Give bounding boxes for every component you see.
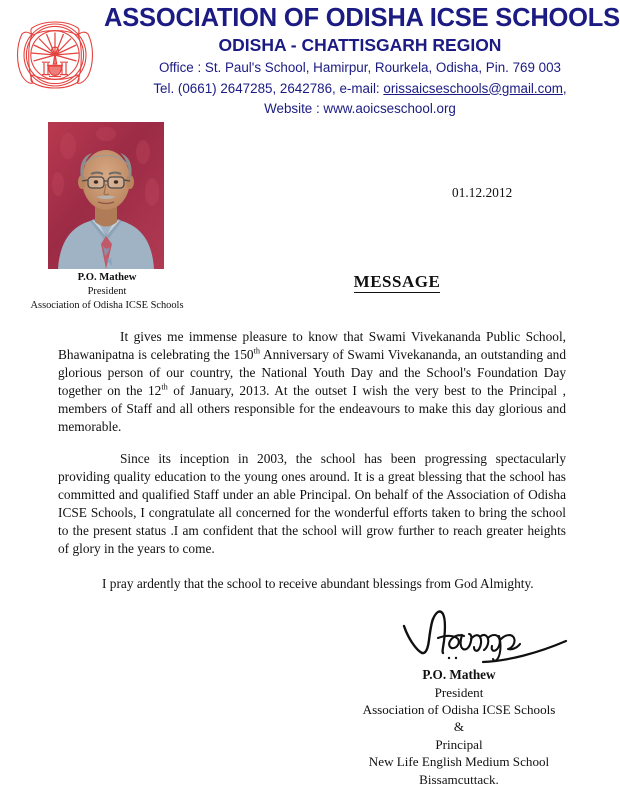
letter-body: [58, 328, 566, 606]
signatory-name: P.O. Mathew: [422, 667, 496, 682]
contact-line: [104, 79, 616, 98]
signatory-ampersand: &: [453, 719, 465, 735]
paragraph-1-ordinal-2: th: [161, 382, 168, 392]
photo-caption-block: [0, 271, 214, 312]
handwritten-signature: [398, 608, 588, 670]
body-paragraph-2: Since its inception in 2003, the school has been progressing spectacularly providing quality education to the young ones around. It is a great blessing that the school has committed and qualified Staff under an able Principal. On behalf of the Association of Odisha ICSE Schools, I congratulate all concerned for the wonderful efforts taken to bring the school to the present status .I am confident that the school will grow further to reach greater heights of glory in the years to come.: [58, 450, 566, 557]
photo-caption-organization: Association of Odisha ICSE Schools: [30, 299, 184, 311]
organization-region: ODISHA - CHATTISGARH REGION: [218, 34, 502, 55]
emblem-icon: [14, 12, 96, 96]
photo-caption-name: P.O. Mathew: [77, 272, 137, 283]
organization-title: ASSOCIATION OF ODISHA ICSE SCHOOLS: [104, 4, 620, 32]
letterhead-header: [104, 4, 620, 118]
message-heading: [310, 272, 484, 292]
telephone-text: Tel. (0661) 2647285, 2642786, e-mail:: [153, 80, 384, 96]
signatory-location: Bissamcuttack.: [419, 771, 499, 787]
association-emblem-logo: [14, 12, 96, 96]
paragraph-1-ordinal-1: th: [253, 346, 260, 356]
contact-trailing-comma: ,: [562, 80, 567, 96]
signatory-organization-association: Association of Odisha ICSE Schools: [362, 701, 556, 717]
signatory-block: [300, 666, 618, 788]
body-paragraph-3: I pray ardently that the school to receive abundant blessings from God Almighty.: [102, 576, 534, 592]
email-link[interactable]: orissaicseschools@gmail.com: [383, 80, 563, 96]
president-portrait-photo: [48, 122, 164, 269]
message-heading-text: MESSAGE: [353, 272, 441, 291]
paragraph-1-segment-1: It gives me immense pleasure to know that Swami Vivekananda Public School, Bhawanipatna is celebrating the 150: [58, 329, 566, 363]
paragraph-1-segment-3: of January, 2013. At the outset I wish the very best to the Principal , members of Staff and all others responsible for the endeavours to make this day glorious and memorable.: [58, 383, 566, 435]
signatory-title-principal: Principal: [435, 736, 483, 752]
website-line: Website : www.aoicseschool.org: [264, 101, 456, 117]
photo-caption-role: President: [87, 285, 127, 297]
signature-mark-icon: [398, 608, 588, 670]
signatory-organization-school: New Life English Medium School: [368, 754, 550, 770]
document-date: 01.12.2012: [452, 185, 513, 200]
portrait-image: [48, 122, 164, 269]
paragraph-1-segment-2: Anniversary of Swami Vivekananda, an outstanding and glorious person of our country, the National Youth Day and the School's Foundation Day together on the 12: [58, 347, 566, 399]
office-address-line: Office : St. Paul's School, Hamirpur, Rourkela, Odisha, Pin. 769 003: [159, 60, 561, 76]
signatory-title-president: President: [434, 684, 484, 700]
body-paragraph-1: [58, 328, 566, 437]
